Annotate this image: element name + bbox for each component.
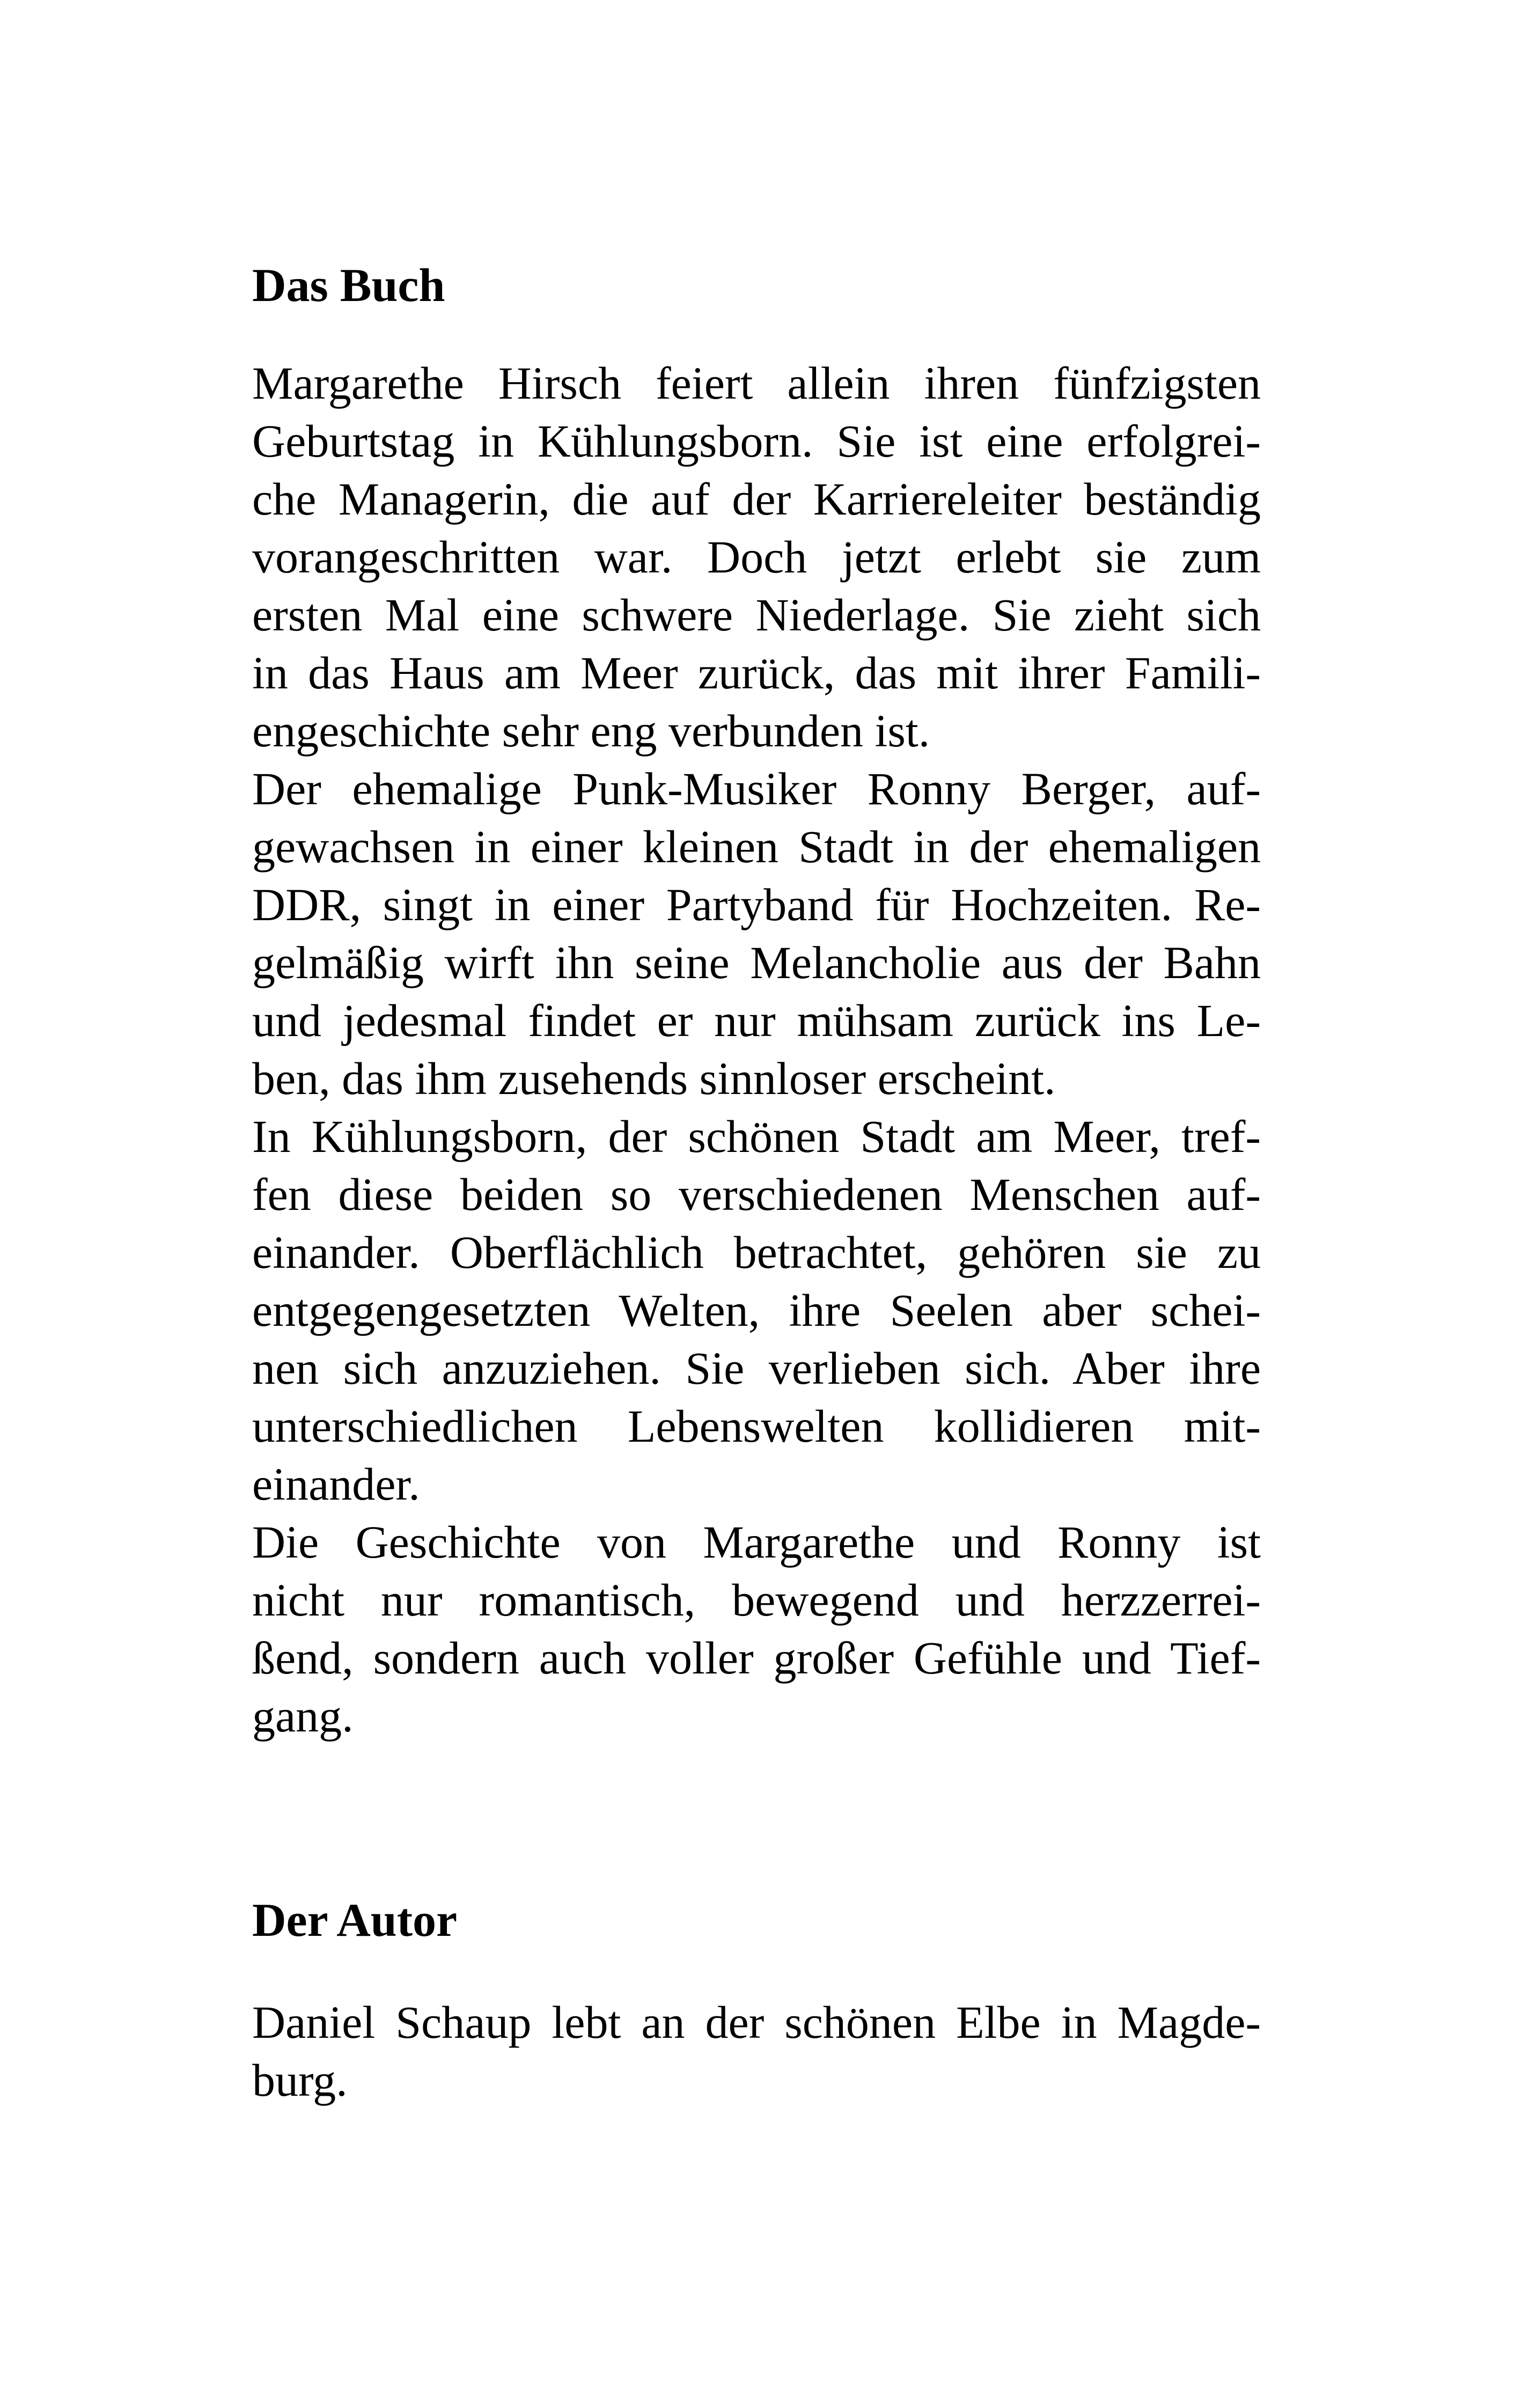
book-line: ben, das ihm zusehends sinnloser erscheint. <box>252 1053 1056 1104</box>
book-line: Geburtstag in Kühlungsborn. Sie ist eine erfolgrei- <box>252 415 1261 467</box>
book-line: in das Haus am Meer zurück, das mit ihrer Famili- <box>252 647 1261 699</box>
book-line: unterschiedlichen Lebenswelten kollidieren mit- <box>252 1400 1261 1452</box>
book-line: gewachsen in einer kleinen Stadt in der ehemaligen <box>252 821 1261 872</box>
author-heading: Der Autor <box>252 1895 458 1947</box>
book-line: gang. <box>252 1690 354 1742</box>
book-line: gelmäßig wirft ihn seine Melancholie aus der Bahn <box>252 937 1261 988</box>
book-line: che Managerin, die auf der Karriereleiter beständig <box>252 473 1261 525</box>
book-line: und jedesmal findet er nur mühsam zurück ins Le- <box>252 995 1261 1046</box>
book-line: einander. <box>252 1458 420 1510</box>
book-line: fen diese beiden so verschiedenen Menschen auf- <box>252 1169 1261 1220</box>
book-description <box>252 354 1261 1745</box>
book-line: entgegengesetzten Welten, ihre Seelen aber schei- <box>252 1284 1261 1336</box>
book-line: nen sich anzuziehen. Sie verlieben sich. Aber ihre <box>252 1342 1261 1394</box>
book-line: engeschichte sehr eng verbunden ist. <box>252 705 930 757</box>
book-line: Margarethe Hirsch feiert allein ihren fünfzigsten <box>252 357 1261 409</box>
book-line: Der ehemalige Punk-Musiker Ronny Berger, auf- <box>252 763 1261 814</box>
author-line: Daniel Schaup lebt an der schönen Elbe in Magde- <box>252 1996 1261 2048</box>
book-line: ßend, sondern auch voller großer Gefühle und Tief- <box>252 1632 1261 1684</box>
book-line: einander. Oberflächlich betrachtet, gehören sie zu <box>252 1227 1261 1278</box>
book-line: ersten Mal eine schwere Niederlage. Sie zieht sich <box>252 589 1261 641</box>
author-line: burg. <box>252 2054 348 2106</box>
book-line: nicht nur romantisch, bewegend und herzzerrei- <box>252 1574 1261 1626</box>
book-line: DDR, singt in einer Partyband für Hochzeiten. Re- <box>252 879 1261 930</box>
book-heading: Das Buch <box>252 260 445 312</box>
book-line: In Kühlungsborn, der schönen Stadt am Meer, tref- <box>252 1111 1261 1162</box>
author-description <box>252 1993 1261 2109</box>
book-line: Die Geschichte von Margarethe und Ronny ist <box>252 1516 1261 1568</box>
book-line: vorangeschritten war. Doch jetzt erlebt sie zum <box>252 531 1261 583</box>
